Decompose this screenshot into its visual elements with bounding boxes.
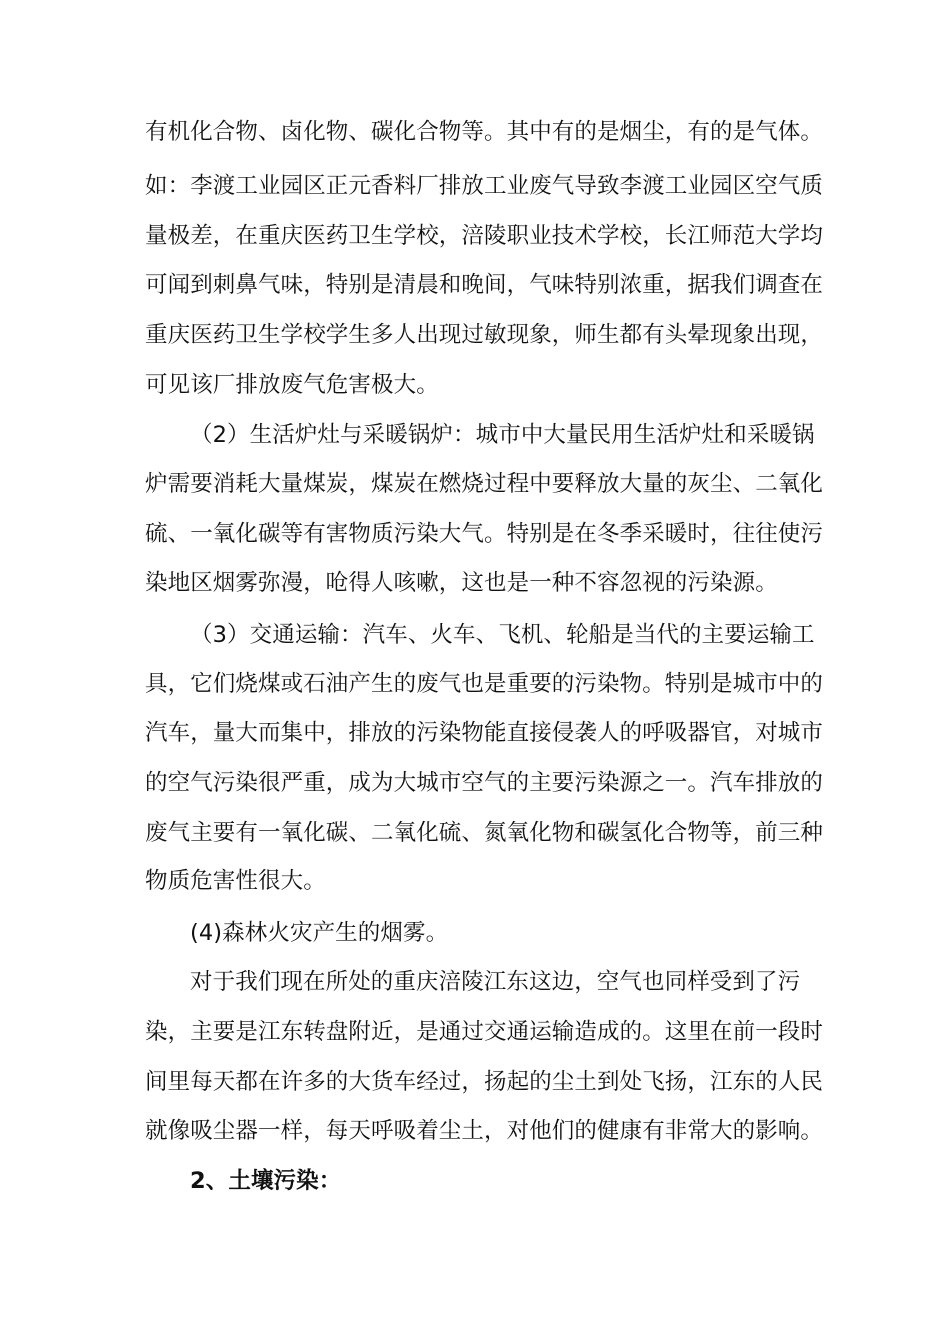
- text-line: 汽车，量大而集中，排放的污染物能直接侵袭人的呼吸器官，对城市: [145, 720, 824, 746]
- text-line: 炉需要消耗大量煤炭，煤炭在燃烧过程中要释放大量的灰尘、二氧化: [145, 471, 824, 497]
- text-line: 染地区烟雾弥漫，呛得人咳嗽，这也是一种不容忽视的污染源。: [145, 570, 778, 596]
- text-line: 可闻到刺鼻气味，特别是清晨和晚间，气味特别浓重，据我们调查在: [145, 272, 824, 298]
- text-line: 量极差，在重庆医药卫生学校，涪陵职业技术学校，长江师范大学均: [145, 223, 824, 249]
- section-heading: 2、土壤污染：: [190, 1168, 342, 1194]
- text-line: 对于我们现在所处的重庆涪陵江东这边，空气也同样受到了污: [190, 969, 801, 995]
- text-line: 的空气污染很严重，成为大城市空气的主要污染源之一。汽车排放的: [145, 770, 824, 796]
- text-line: 间里每天都在许多的大货车经过，扬起的尘土到处飞扬，江东的人民: [145, 1069, 824, 1095]
- text-line: 物质危害性很大。: [145, 868, 326, 894]
- text-line: （3）交通运输：汽车、火车、飞机、轮船是当代的主要运输工: [190, 622, 815, 648]
- text-line: 具，它们烧煤或石油产生的废气也是重要的污染物。特别是城市中的: [145, 671, 824, 697]
- text-line: 有机化合物、卤化物、碳化合物等。其中有的是烟尘，有的是气体。: [145, 119, 824, 145]
- text-line: 重庆医药卫生学校学生多人出现过敏现象，师生都有头晕现象出现，: [145, 322, 824, 348]
- text-line: 如：李渡工业园区正元香料厂排放工业废气导致李渡工业园区空气质: [145, 173, 824, 199]
- text-line: 可见该厂排放废气危害极大。: [145, 372, 439, 398]
- text-line: (4)森林火灾产生的烟雾。: [190, 920, 449, 946]
- text-line: 染，主要是江东转盘附近，是通过交通运输造成的。这里在前一段时: [145, 1019, 824, 1045]
- text-line: 硫、一氧化碳等有害物质污染大气。特别是在冬季采暖时，往往使污: [145, 521, 824, 547]
- text-line: 就像吸尘器一样，每天呼吸着尘土，对他们的健康有非常大的影响。: [145, 1118, 824, 1144]
- text-line: （2）生活炉灶与采暖锅炉：城市中大量民用生活炉灶和采暖锅: [190, 422, 815, 448]
- text-line: 废气主要有一氧化碳、二氧化硫、氮氧化物和碳氢化合物等，前三种: [145, 820, 824, 846]
